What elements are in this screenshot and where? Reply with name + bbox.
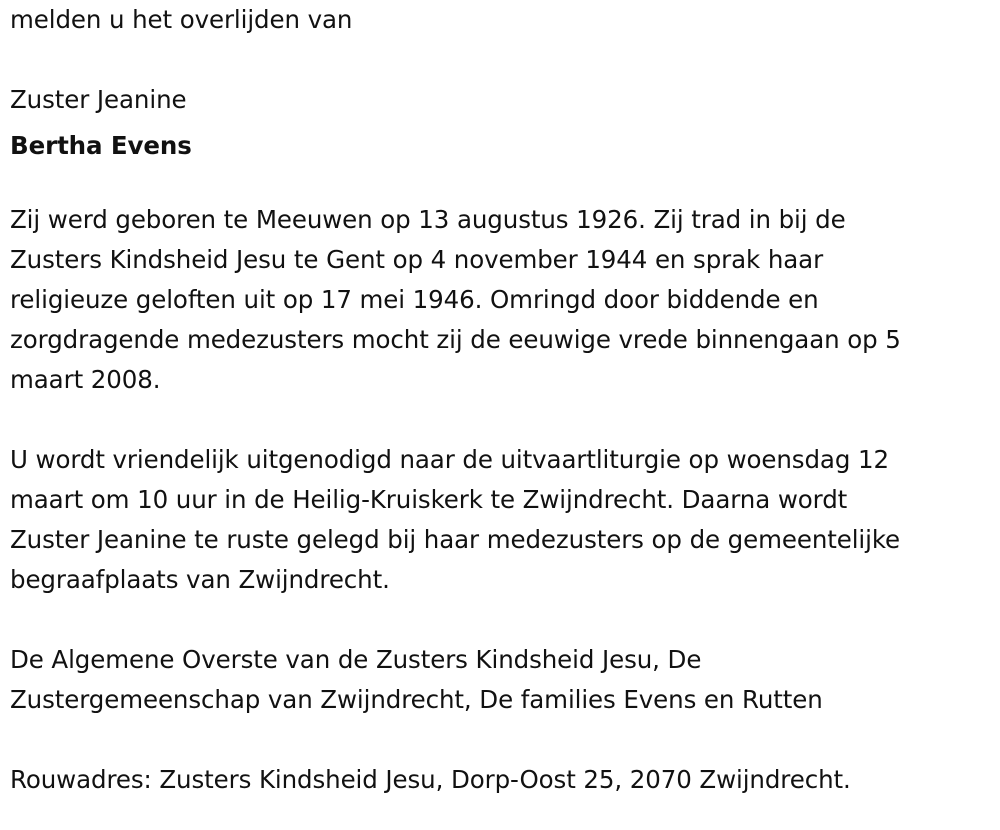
spacer xyxy=(10,40,995,80)
biography-line: zorgdragende medezusters mocht zij de eeuwige vrede binnengaan op 5 xyxy=(10,325,901,354)
biography-paragraph xyxy=(10,200,995,400)
mourning-address: Rouwadres: Zusters Kindsheid Jesu, Dorp-Oost 25, 2070 Zwijndrecht. xyxy=(10,765,851,794)
spacer xyxy=(10,166,995,200)
signatories-line: Zustergemeenschap van Zwijndrecht, De families Evens en Rutten xyxy=(10,685,823,714)
signatories-line: De Algemene Overste van de Zusters Kindsheid Jesu, De xyxy=(10,645,702,674)
biography-line: Zij werd geboren te Meeuwen op 13 augustus 1926. Zij trad in bij de xyxy=(10,205,846,234)
funeral-paragraph xyxy=(10,440,995,600)
spacer xyxy=(10,400,995,440)
religious-name: Zuster Jeanine xyxy=(10,85,187,114)
biography-line: religieuze geloften uit op 17 mei 1946. Omringd door biddende en xyxy=(10,285,819,314)
funeral-line: begraafplaats van Zwijndrecht. xyxy=(10,565,390,594)
death-notice xyxy=(10,0,995,800)
funeral-line: maart om 10 uur in de Heilig-Kruiskerk te Zwijndrecht. Daarna wordt xyxy=(10,485,848,514)
spacer xyxy=(10,720,995,760)
biography-line: maart 2008. xyxy=(10,365,161,394)
intro-text: melden u het overlijden van xyxy=(10,5,353,34)
funeral-line: U wordt vriendelijk uitgenodigd naar de uitvaartliturgie op woensdag 12 xyxy=(10,445,889,474)
birth-name: Bertha Evens xyxy=(10,131,192,160)
funeral-line: Zuster Jeanine te ruste gelegd bij haar medezusters op de gemeentelijke xyxy=(10,525,901,554)
spacer xyxy=(10,600,995,640)
signatories-paragraph xyxy=(10,640,995,720)
biography-line: Zusters Kindsheid Jesu te Gent op 4 november 1944 en sprak haar xyxy=(10,245,824,274)
